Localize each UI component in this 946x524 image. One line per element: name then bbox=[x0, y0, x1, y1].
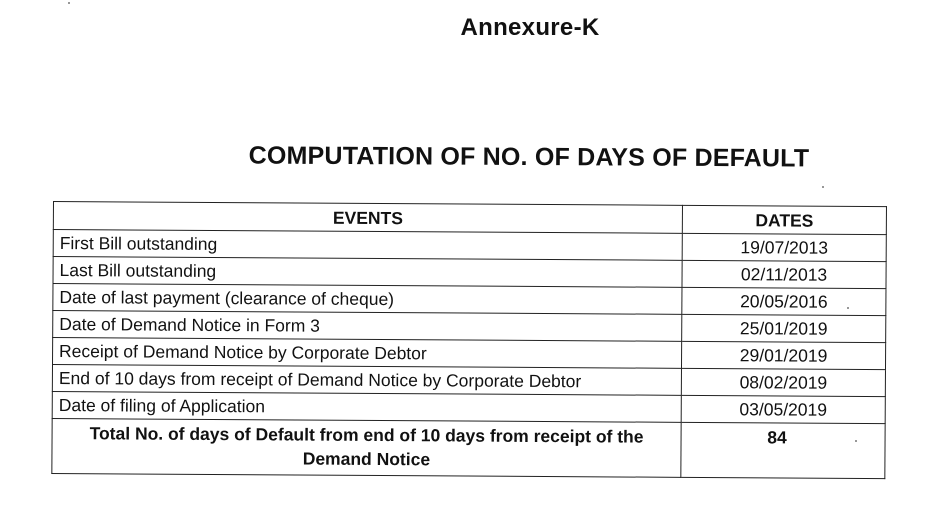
date-cell: 19/07/2013 bbox=[682, 233, 886, 261]
event-cell: Date of last payment (clearance of cheque) bbox=[53, 284, 682, 315]
default-computation-table bbox=[51, 201, 887, 479]
date-cell: 03/05/2019 bbox=[681, 395, 885, 423]
events-column-header: EVENTS bbox=[53, 202, 682, 234]
annexure-heading: Annexure-K bbox=[460, 14, 600, 41]
scan-speck bbox=[822, 186, 824, 188]
date-cell: 29/01/2019 bbox=[681, 341, 885, 369]
event-cell: Last Bill outstanding bbox=[53, 257, 682, 288]
scan-speck bbox=[68, 2, 70, 4]
total-value: 84 bbox=[681, 422, 885, 478]
event-cell: End of 10 days from receipt of Demand Notice by Corporate Debtor bbox=[52, 365, 681, 396]
dates-column-header: DATES bbox=[682, 205, 886, 234]
page-title: COMPUTATION OF NO. OF DAYS OF DEFAULT bbox=[248, 141, 810, 173]
event-cell: Date of Demand Notice in Form 3 bbox=[53, 311, 682, 342]
event-cell: Date of filing of Application bbox=[52, 391, 681, 422]
event-cell: Receipt of Demand Notice by Corporate Debtor bbox=[53, 338, 682, 369]
date-cell: 02/11/2013 bbox=[682, 260, 886, 288]
scan-speck bbox=[855, 440, 857, 442]
event-cell: First Bill outstanding bbox=[53, 230, 682, 261]
date-cell: 20/05/2016 bbox=[682, 287, 886, 315]
total-label: Total No. of days of Default from end of 10 days from receipt of the Demand Notice bbox=[52, 418, 681, 477]
total-row bbox=[52, 418, 885, 478]
date-cell: 25/01/2019 bbox=[682, 314, 886, 342]
scan-speck bbox=[847, 307, 849, 309]
date-cell: 08/02/2019 bbox=[681, 368, 885, 396]
table-row bbox=[52, 391, 885, 423]
